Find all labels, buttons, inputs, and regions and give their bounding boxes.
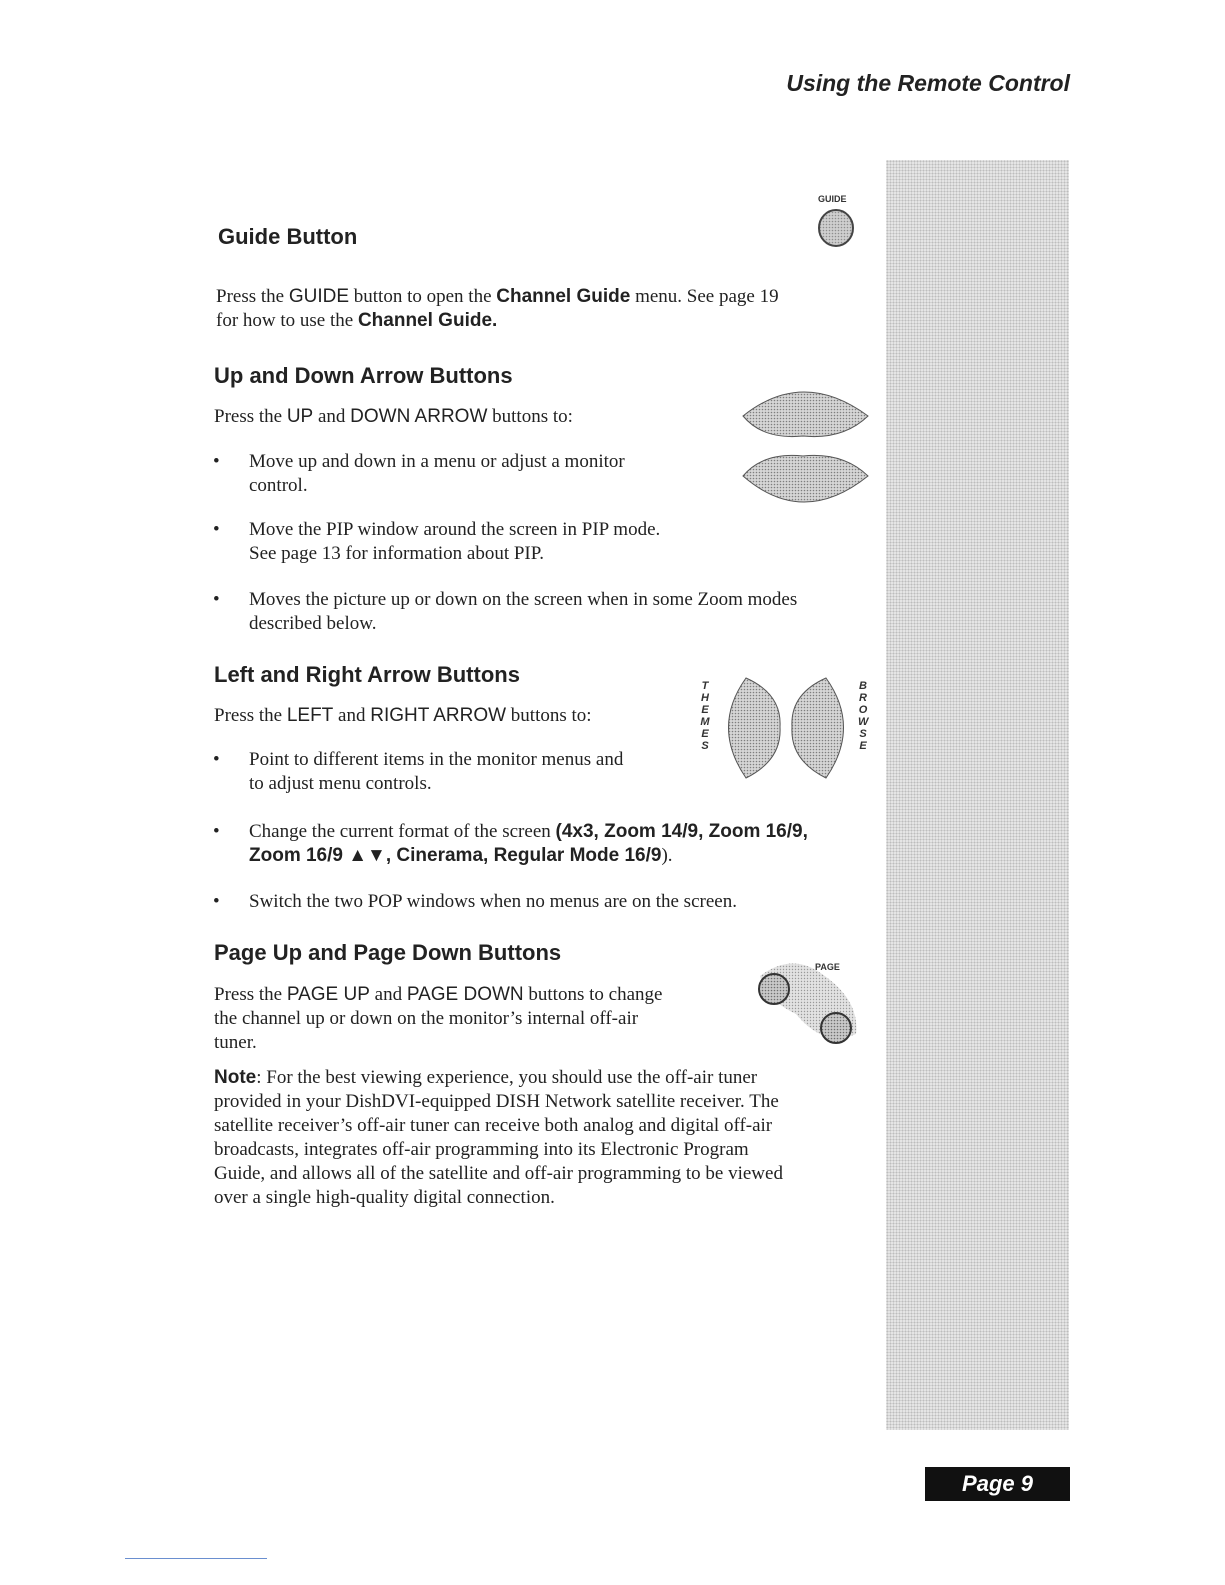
page-down-button-icon [821,1013,851,1043]
running-header: Using the Remote Control [786,70,1070,96]
guide-paragraph-line-1: Press the GUIDE button to open the Channel Guide menu. See page 19 [216,286,779,307]
note-paragraph: Note: For the best viewing experience, you should use the off-air tuner provided in your DishDVI-equipped DISH Network satellite receiver. The satellite receiver’s off-air tuner can receive both analog and digital off-air broadcasts, integrates off-air programming into its Electronic Program Guide, and allows all of the satellite and off-air programming to be viewed over a single high-quality digital connection. [214,1067,783,1208]
leftright-bullet-2: • Change the current format of the screen (4x3, Zoom 14/9, Zoom 16/9, Zoom 16/9 ▲▼, Cinerama, Regular Mode 16/9). [213,821,808,866]
themes-vertical-label: THEMES [700,680,710,752]
page-up-button-icon [759,974,789,1004]
updown-bullet-3: • Moves the picture up or down on the screen when in some Zoom modes described below. [213,589,798,634]
updown-intro: Press the UP and DOWN ARROW buttons to: [214,406,573,427]
page-paragraph-line-1: Press the PAGE UP and PAGE DOWN buttons to change [214,984,663,1005]
page-number-badge: Page 9 [925,1467,1070,1501]
updown-heading: Up and Down Arrow Buttons [214,363,513,388]
sidebar-stipple [886,160,1069,1430]
page-paragraph-line-3: tuner. [214,1032,257,1053]
guide-heading: Guide Button [218,224,358,249]
note-label: Note [214,1067,257,1088]
leftright-intro: Press the LEFT and RIGHT ARROW buttons to: [214,705,592,726]
guide-button-icon [816,208,856,248]
up-arrow-button-icon [743,392,868,437]
page-heading: Page Up and Page Down Buttons [214,940,562,965]
guide-button-label: GUIDE [818,194,847,204]
guide-paragraph-line-2: for how to use the Channel Guide. [216,310,498,331]
page-paragraph-line-2: the channel up or down on the monitor’s internal off-air [214,1008,639,1029]
updown-bullet-2: • Move the PIP window around the screen in PIP mode. See page 13 for information about PIP. [213,519,661,564]
updown-bullet-1: • Move up and down in a menu or adjust a monitor control. [213,451,625,496]
page-up-down-buttons-icon [752,956,864,1046]
leftright-heading: Left and Right Arrow Buttons [214,662,520,687]
leftright-bullet-1: • Point to different items in the monitor menus and to adjust menu controls. [213,749,624,794]
footer-rule [125,1558,267,1559]
browse-vertical-label: BROWSE [858,680,869,752]
leftright-bullet-3: • Switch the two POP windows when no menus are on the screen. [213,891,737,912]
page-button-label: PAGE [815,962,840,972]
